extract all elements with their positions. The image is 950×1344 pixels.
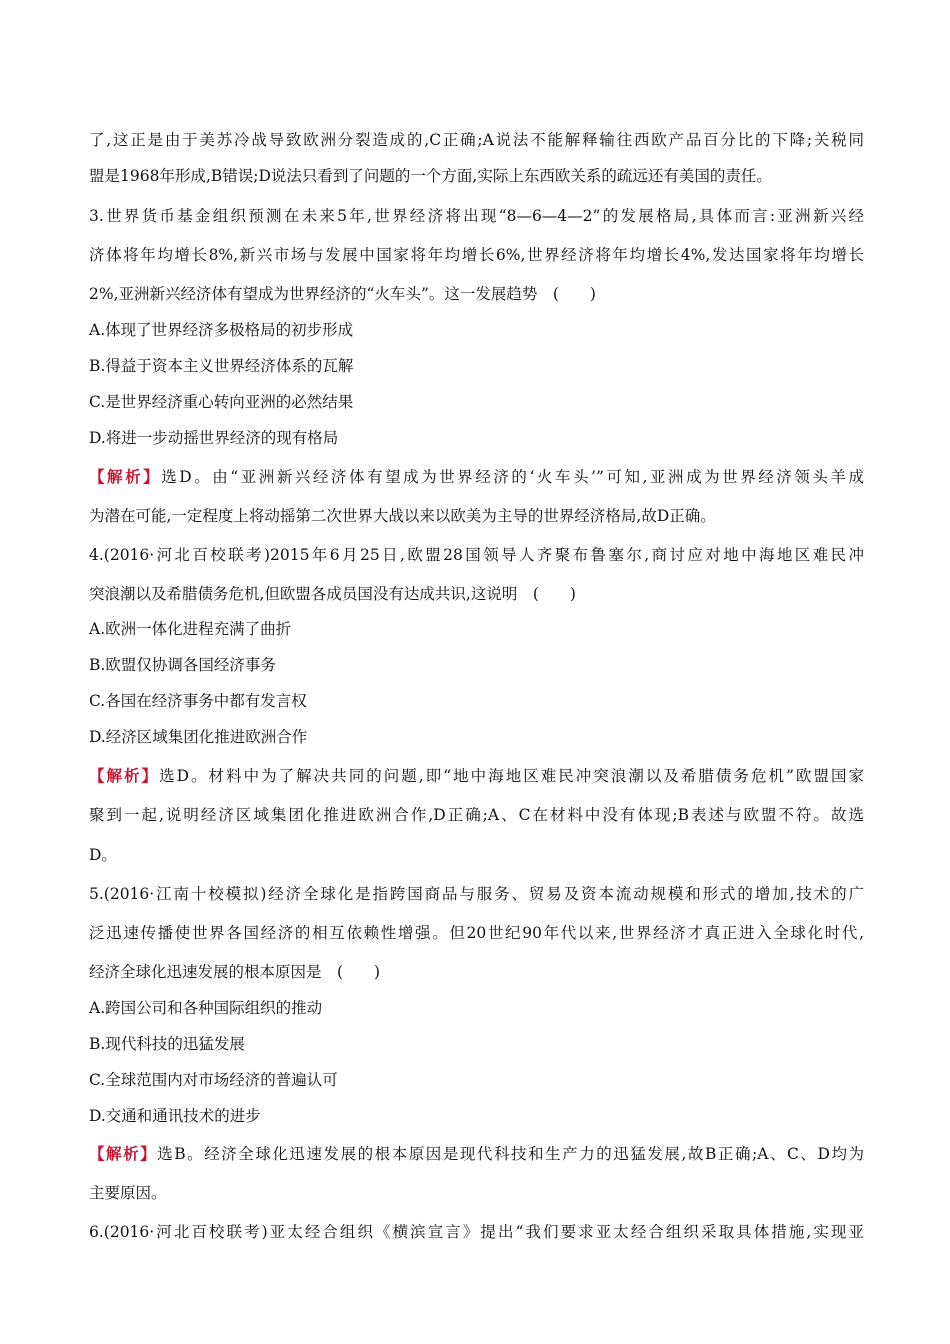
analysis-text: 选B。经济全球化迅速发展的根本原因是现代科技和生产力的迅猛发展,故B正确;A、C、D均为 — [157, 1145, 864, 1163]
question-4-option-d: D.经济区域集团化推进欧洲合作 — [89, 728, 308, 746]
question-3-analysis-line-1 — [89, 467, 864, 487]
question-4-analysis-line-1 — [89, 766, 864, 786]
question-5-stem-line-2: 泛迅速传播使世界各国经济的相互依赖性增强。但20世纪90年代以来,世界经济才真正进入全球化时代, — [89, 924, 864, 942]
question-4-stem-line-2: 突浪潮以及希腊债务危机,但欧盟各成员国没有达成共识,这说明 ( ) — [89, 585, 576, 603]
question-3-option-b: B.得益于资本主义世界经济体系的瓦解 — [89, 357, 354, 375]
question-3-stem-line-3: 2%,亚洲新兴经济体有望成为世界经济的“火车头”。这一发展趋势 ( ) — [89, 285, 596, 303]
continuation-line-1: 了,这正是由于美苏冷战导致欧洲分裂造成的,C正确;A说法不能解释输往西欧产品百分比的下降;关税同 — [89, 131, 864, 149]
question-5-analysis-line-1 — [89, 1144, 864, 1164]
question-3-analysis-line-2: 为潜在可能,一定程度上将动摇第二次世界大战以来以欧美为主导的世界经济格局,故D正确。 — [89, 507, 716, 525]
analysis-label: 【解析】 — [89, 467, 162, 486]
question-4-option-c: C.各国在经济事务中都有发言权 — [89, 692, 307, 710]
question-3-stem-line-2: 济体将年均增长8%,新兴市场与发展中国家将年均增长6%,世界经济将年均增长4%,发达国家将年均增长 — [89, 246, 864, 264]
analysis-label: 【解析】 — [89, 1144, 158, 1163]
question-5-option-a: A.跨国公司和各种国际组织的推动 — [89, 999, 323, 1017]
analysis-text: 选D。材料中为了解决共同的问题,即“地中海地区难民冲突浪潮以及希腊债务危机”欧盟国家 — [159, 767, 864, 785]
question-3-stem-line-1: 3.世界货币基金组织预测在未来5年,世界经济将出现“8—6—4—2”的发展格局,具体而言:亚洲新兴经 — [89, 207, 864, 225]
question-4-option-b: B.欧盟仅协调各国经济事务 — [89, 656, 276, 674]
question-4-option-a: A.欧洲一体化进程充满了曲折 — [89, 620, 292, 638]
question-5-option-d: D.交通和通讯技术的进步 — [89, 1107, 261, 1125]
question-4-stem-line-1: 4.(2016·河北百校联考)2015年6月25日,欧盟28国领导人齐聚布鲁塞尔,商讨应对地中海地区难民冲 — [89, 546, 864, 564]
question-6-stem-line-1: 6.(2016·河北百校联考)亚太经合组织《横滨宣言》提出“我们要求亚太经合组织采取具体措施,实现亚 — [89, 1223, 864, 1241]
question-4-analysis-line-2: 聚到一起,说明经济区域集团化推进欧洲合作,D正确;A、C在材料中没有体现;B表述与欧盟不符。故选 — [89, 806, 864, 824]
question-3-option-d: D.将进一步动摇世界经济的现有格局 — [89, 429, 339, 447]
question-3-option-c: C.是世界经济重心转向亚洲的必然结果 — [89, 393, 354, 411]
question-5-analysis-line-2: 主要原因。 — [89, 1184, 167, 1202]
question-5-option-c: C.全球范围内对市场经济的普遍认可 — [89, 1071, 338, 1089]
continuation-line-2: 盟是1968年形成,B错误;D说法只看到了问题的一个方面,实际上东西欧关系的疏远还有美国的责任。 — [89, 167, 772, 185]
analysis-text: 选D。由“亚洲新兴经济体有望成为世界经济的‘火车头’”可知,亚洲成为世界经济领头羊成 — [161, 468, 864, 486]
analysis-label: 【解析】 — [89, 766, 160, 785]
question-5-stem-line-3: 经济全球化迅速发展的根本原因是 ( ) — [89, 963, 381, 981]
question-5-stem-line-1: 5.(2016·江南十校模拟)经济全球化是指跨国商品与服务、贸易及资本流动规模和形式的增加,技术的广 — [89, 885, 864, 903]
question-3-option-a: A.体现了世界经济多极格局的初步形成 — [89, 321, 354, 339]
question-4-analysis-line-3: D。 — [89, 846, 117, 864]
question-5-option-b: B.现代科技的迅猛发展 — [89, 1035, 245, 1053]
